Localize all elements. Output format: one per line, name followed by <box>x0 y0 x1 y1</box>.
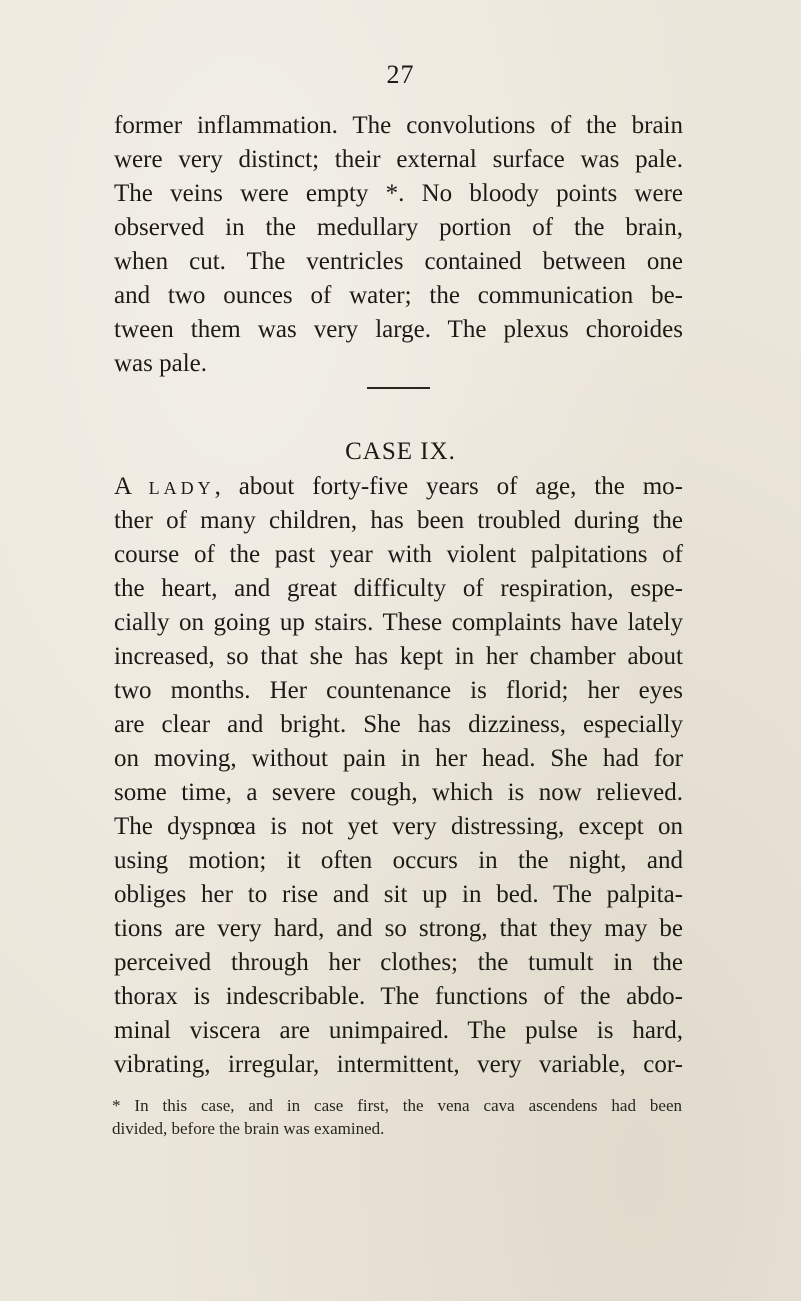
text-line: some time, a severe cough, which is now relieved. <box>114 779 683 806</box>
text-line: the heart, and great difficulty of respiration, espe- <box>114 575 683 602</box>
text-line: on moving, without pain in her head. She had for <box>114 745 683 772</box>
text-line: perceived through her clothes; the tumult in the <box>114 949 683 976</box>
text-line-opening <box>114 472 683 502</box>
text-line: thorax is indescribable. The functions of the abdo- <box>114 983 683 1010</box>
text-line: observed in the medullary portion of the brain, <box>114 214 683 241</box>
text-line: obliges her to rise and sit up in bed. The palpita- <box>114 881 683 908</box>
text-line: former inflammation. The convolutions of the brain <box>114 112 683 139</box>
text-line: and two ounces of water; the communication be- <box>114 282 683 309</box>
text-line: two months. Her countenance is florid; her eyes <box>114 677 683 704</box>
text-line: tions are very hard, and so strong, that they may be <box>114 915 683 942</box>
opening-smallcaps: lady <box>148 473 215 500</box>
text-line: The veins were empty *. No bloody points were <box>114 180 683 207</box>
text-line: using motion; it often occurs in the night, and <box>114 847 683 874</box>
text-line: increased, so that she has kept in her chamber about <box>114 643 683 670</box>
text-line: minal viscera are unimpaired. The pulse is hard, <box>114 1017 683 1044</box>
footnote-line: * In this case, and in case first, the vena cava ascendens had been <box>112 1096 682 1115</box>
text-line: course of the past year with violent palpitations of <box>114 541 683 568</box>
text-line: were very distinct; their external surface was pale. <box>114 146 683 173</box>
case-heading: CASE IX. <box>345 438 456 465</box>
text-line: vibrating, irregular, intermittent, very variable, cor- <box>114 1051 683 1078</box>
text-line: ther of many children, has been troubled during the <box>114 507 683 534</box>
section-divider <box>367 387 430 389</box>
text-line: was pale. <box>114 350 208 377</box>
text-line: cially on going up stairs. These complaints have lately <box>114 609 683 636</box>
footnote-line: divided, before the brain was examined. <box>112 1119 385 1138</box>
text-line: tween them was very large. The plexus choroides <box>114 316 683 343</box>
text-line: when cut. The ventricles contained between one <box>114 248 683 275</box>
opening-initial: A <box>114 473 149 500</box>
text-line: are clear and bright. She has dizziness, especially <box>114 711 683 738</box>
text-line: The dyspnœa is not yet very distressing, except on <box>114 813 683 840</box>
page-number: 27 <box>386 60 415 89</box>
opening-rest: , about forty-five years of age, the mo- <box>214 473 683 500</box>
